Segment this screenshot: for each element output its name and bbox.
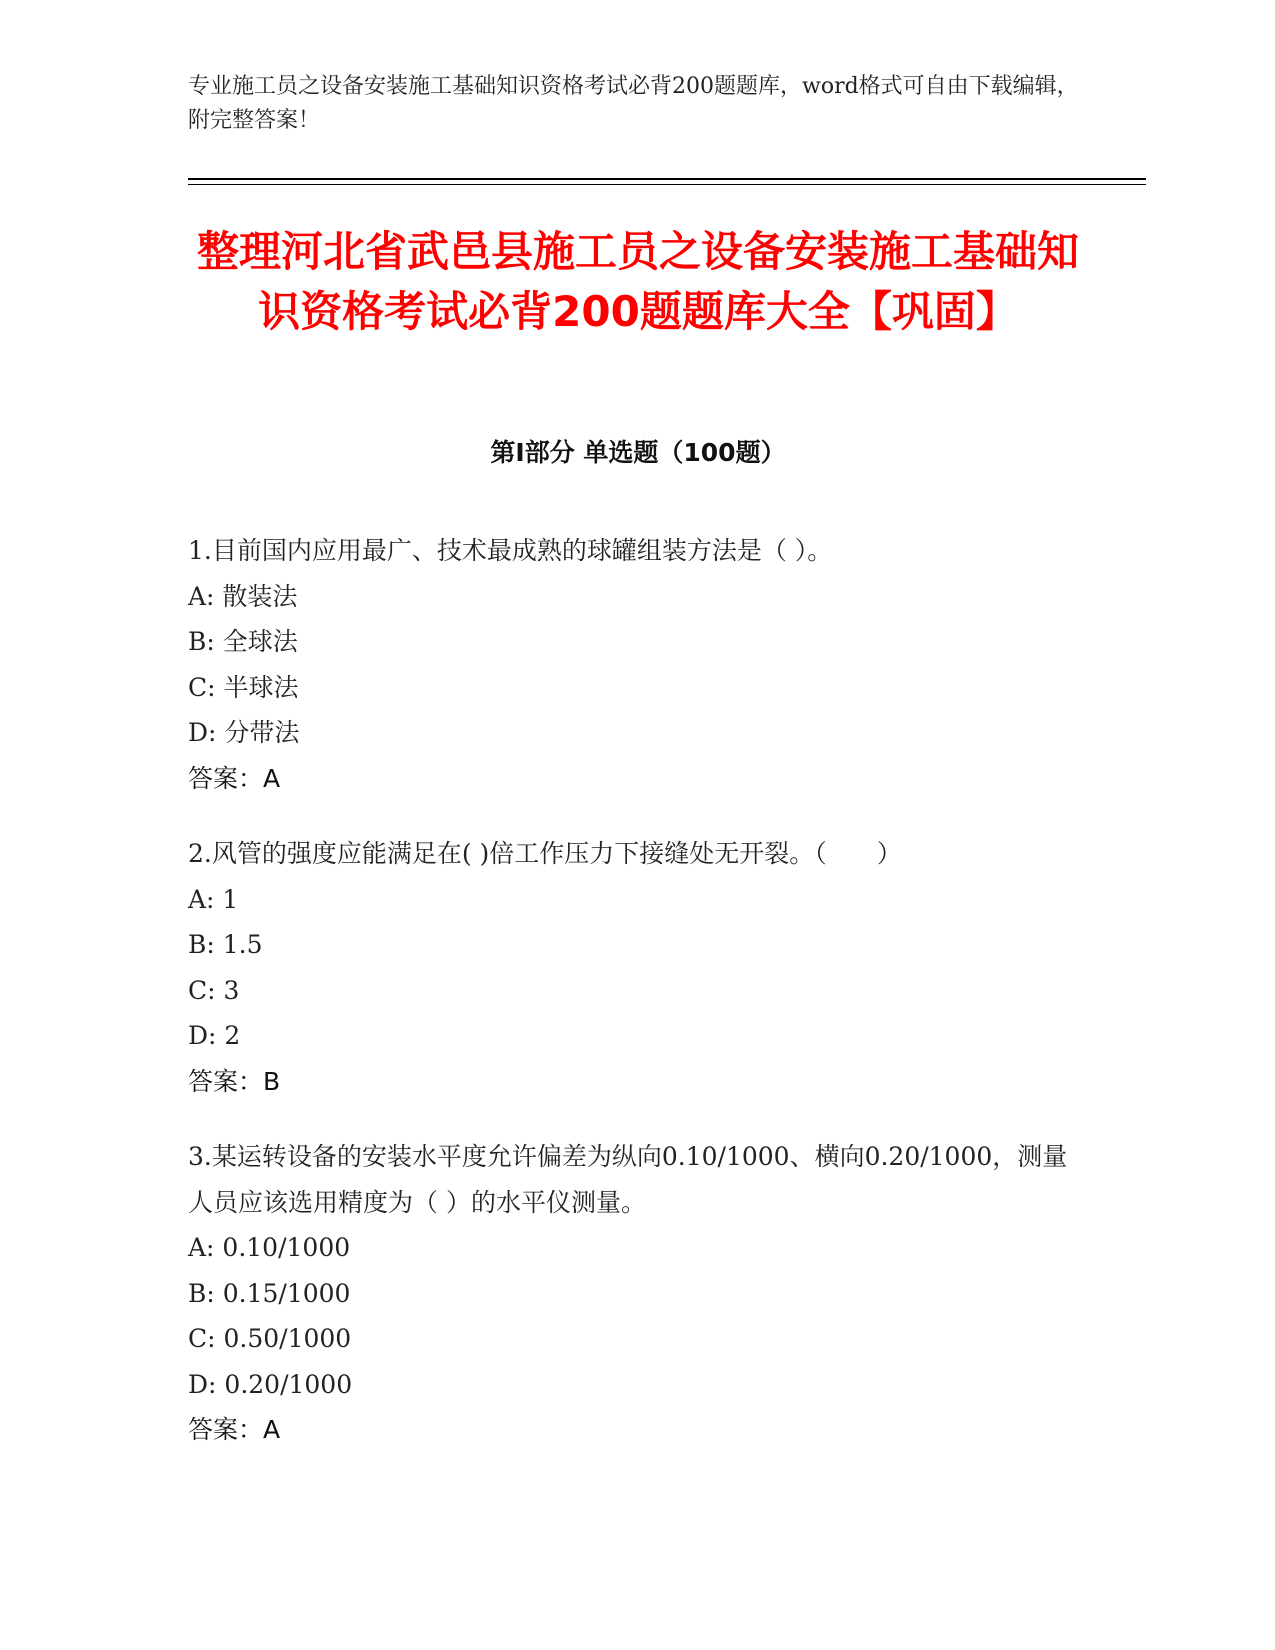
option-a: A: 1 (188, 884, 239, 914)
answer-line: 答案：A (188, 1415, 281, 1444)
option-a: A: 0.10/1000 (188, 1233, 351, 1262)
header-rule-thin (188, 184, 1146, 185)
option-c: C: 3 (188, 975, 240, 1005)
answer-line: 答案：A (188, 763, 281, 793)
question-stem: 3.某运转设备的安装水平度允许偏差为纵向0.10/1000、横向0.20/1000，测量人员应该选用精度为（ ）的水平仪测量。 (188, 1142, 1068, 1217)
option-b: B: 1.5 (188, 930, 263, 959)
option-a: A: 散装法 (188, 581, 298, 611)
question-list (188, 528, 1088, 1483)
question-item (188, 1134, 1088, 1453)
option-d: D: 0.20/1000 (188, 1369, 353, 1399)
answer-line: 答案：B (188, 1066, 281, 1096)
option-c: C: 半球法 (188, 672, 299, 702)
question-stem: 1.目前国内应用最广、技术最成熟的球罐组装方法是（ ）。 (188, 536, 833, 565)
option-d: D: 2 (188, 1021, 241, 1050)
option-c: C: 0.50/1000 (188, 1324, 352, 1353)
question-item (188, 831, 1088, 1104)
header-rule-thick (188, 178, 1146, 180)
option-d: D: 分带法 (188, 718, 300, 747)
header-note: 专业施工员之设备安装施工基础知识资格考试必背200题题库，word格式可自由下载编辑，附完整答案！ (188, 74, 1079, 133)
option-b: B: 0.15/1000 (188, 1278, 351, 1308)
section-title: 第I部分 单选题（100题） (490, 438, 786, 467)
document-title: 整理河北省武邑县施工员之设备安装施工基础知识资格考试必背200题题库大全【巩固】 (196, 227, 1079, 336)
question-item (188, 528, 1088, 801)
option-b: B: 全球法 (188, 627, 298, 656)
question-stem: 2.风管的强度应能满足在( )倍工作压力下接缝处无开裂。（ ） (188, 839, 902, 868)
